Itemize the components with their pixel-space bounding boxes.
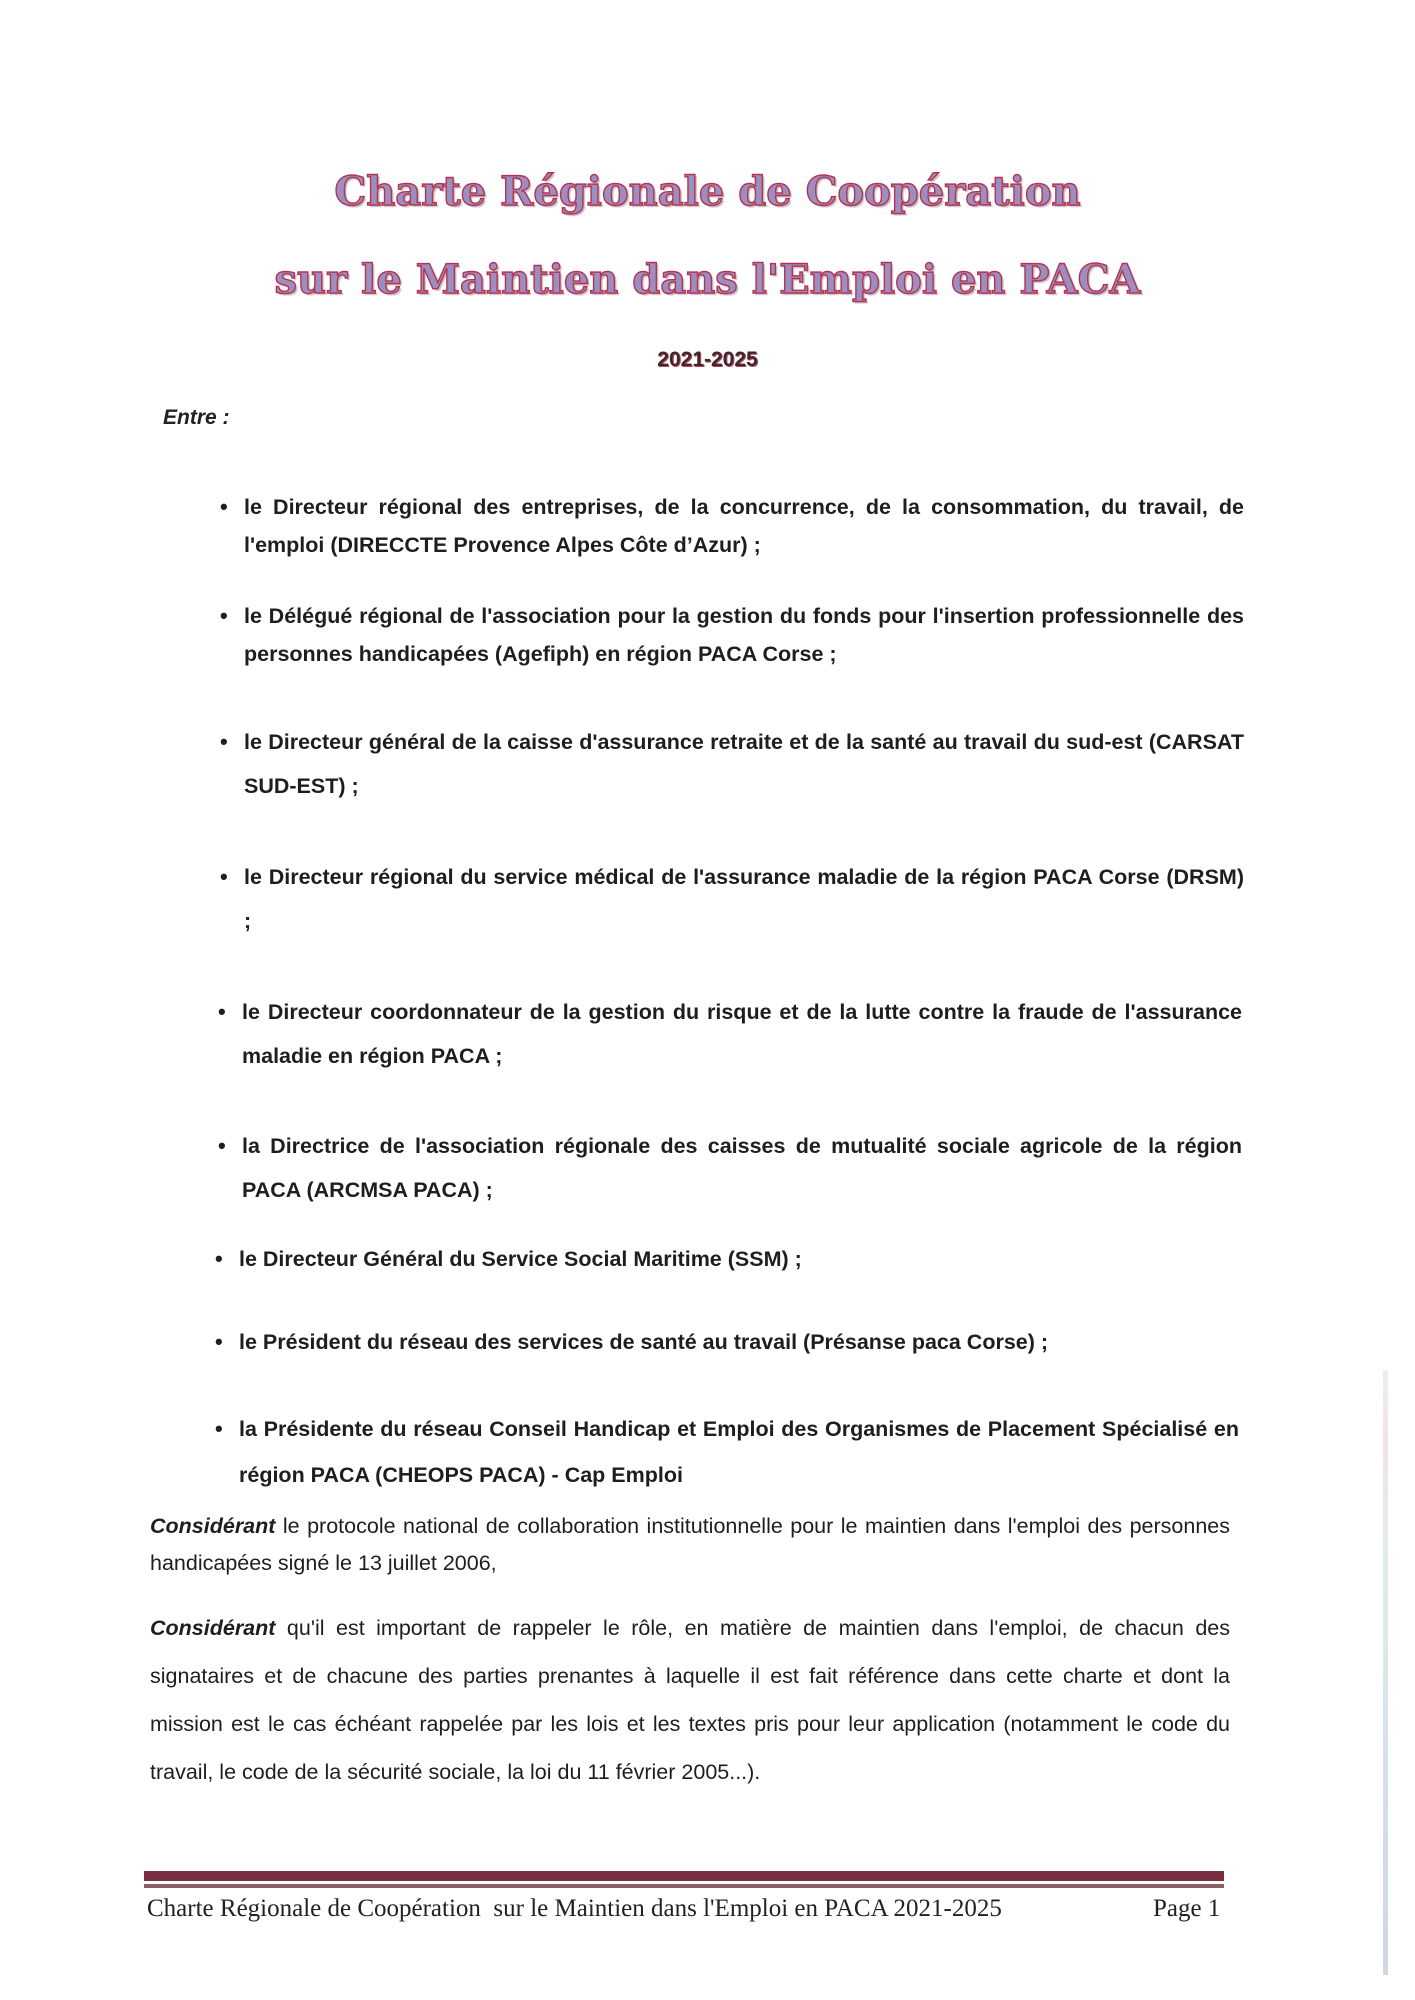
party-item: [220, 855, 1250, 943]
bullet-icon: •: [218, 1133, 226, 1158]
party-text: le Directeur coordonnateur de la gestion du risque et de la lutte contre la fraude de l'assurance maladie en région PACA ;: [242, 1000, 1248, 1068]
party-item: [215, 1323, 1239, 1361]
party-text: le Président du réseau des services de santé au travail (Présanse paca Corse) ;: [239, 1330, 1049, 1354]
footer-title: Charte Régionale de Coopération sur le Maintien dans l'Emploi en PACA 2021-2025: [147, 1895, 1002, 1922]
bullet-icon: •: [215, 1246, 223, 1271]
consideration-lead: Considérant: [150, 1616, 276, 1640]
bullet-icon: •: [215, 1416, 223, 1441]
party-text: le Directeur général de la caisse d'assurance retraite et de la santé au travail du sud-est (CARSAT SUD-EST) ;: [244, 730, 1250, 798]
document-title-line-2: sur le Maintien dans l'Emploi en PACA: [274, 256, 1141, 303]
party-item: [220, 720, 1250, 808]
bullet-icon: •: [220, 864, 228, 889]
party-text: la Présidente du réseau Conseil Handicap et Emploi des Organismes de Placement Spécialisé en région PACA (CHEOPS PACA) - Cap Emploi: [239, 1417, 1245, 1487]
bullet-icon: •: [218, 999, 226, 1024]
document-years: 2021-2025: [657, 348, 758, 371]
party-item: [220, 597, 1250, 673]
party-text: le Délégué régional de l'association pour la gestion du fonds pour l'insertion professionnelle des personnes handicapées (Agefiph) en région PACA Corse ;: [244, 604, 1250, 666]
intro-label: Entre :: [163, 406, 230, 429]
bullet-icon: •: [220, 729, 228, 754]
bullet-icon: •: [220, 603, 228, 628]
bullet-icon: •: [215, 1329, 223, 1354]
consideration-paragraph: [150, 1604, 1236, 1796]
footer-divider: [144, 1871, 1224, 1884]
party-item: [218, 990, 1248, 1078]
party-item: [215, 1240, 1239, 1278]
document-title-line-1: Charte Régionale de Coopération: [334, 168, 1081, 215]
consideration-text: qu'il est important de rappeler le rôle, en matière de maintien dans l'emploi, de chacun des signataires et de chacune des parties prenantes à laquelle il est fait référence dans cette charte et dont la mission est le cas échéant rappelée par les lois et les textes pris pour leur application (notamment le code du travail, le code de la sécurité sociale, la loi du 11 février 2005...).: [150, 1616, 1236, 1784]
party-text: le Directeur régional du service médical de l'assurance maladie de la région PACA Corse (DRSM) ;: [244, 865, 1250, 933]
party-text: la Directrice de l'association régionale des caisses de mutualité sociale agricole de la région PACA (ARCMSA PACA) ;: [242, 1134, 1248, 1202]
party-item: [220, 488, 1250, 564]
party-item: [215, 1406, 1245, 1498]
consideration-paragraph: [150, 1508, 1236, 1582]
party-text: le Directeur régional des entreprises, de la concurrence, de la consommation, du travail, de l'emploi (DIRECCTE Provence Alpes Côte d’Azur) ;: [244, 495, 1250, 557]
scan-edge-line: [1383, 1370, 1388, 1975]
party-text: le Directeur Général du Service Social Maritime (SSM) ;: [239, 1247, 802, 1271]
page-number: Page 1: [1153, 1895, 1221, 1922]
party-item: [218, 1124, 1248, 1212]
bullet-icon: •: [220, 494, 228, 519]
consideration-lead: Considérant: [150, 1514, 276, 1538]
consideration-text: le protocole national de collaboration institutionnelle pour le maintien dans l'emploi des personnes handicapées signé le 13 juillet 2006,: [150, 1514, 1236, 1575]
